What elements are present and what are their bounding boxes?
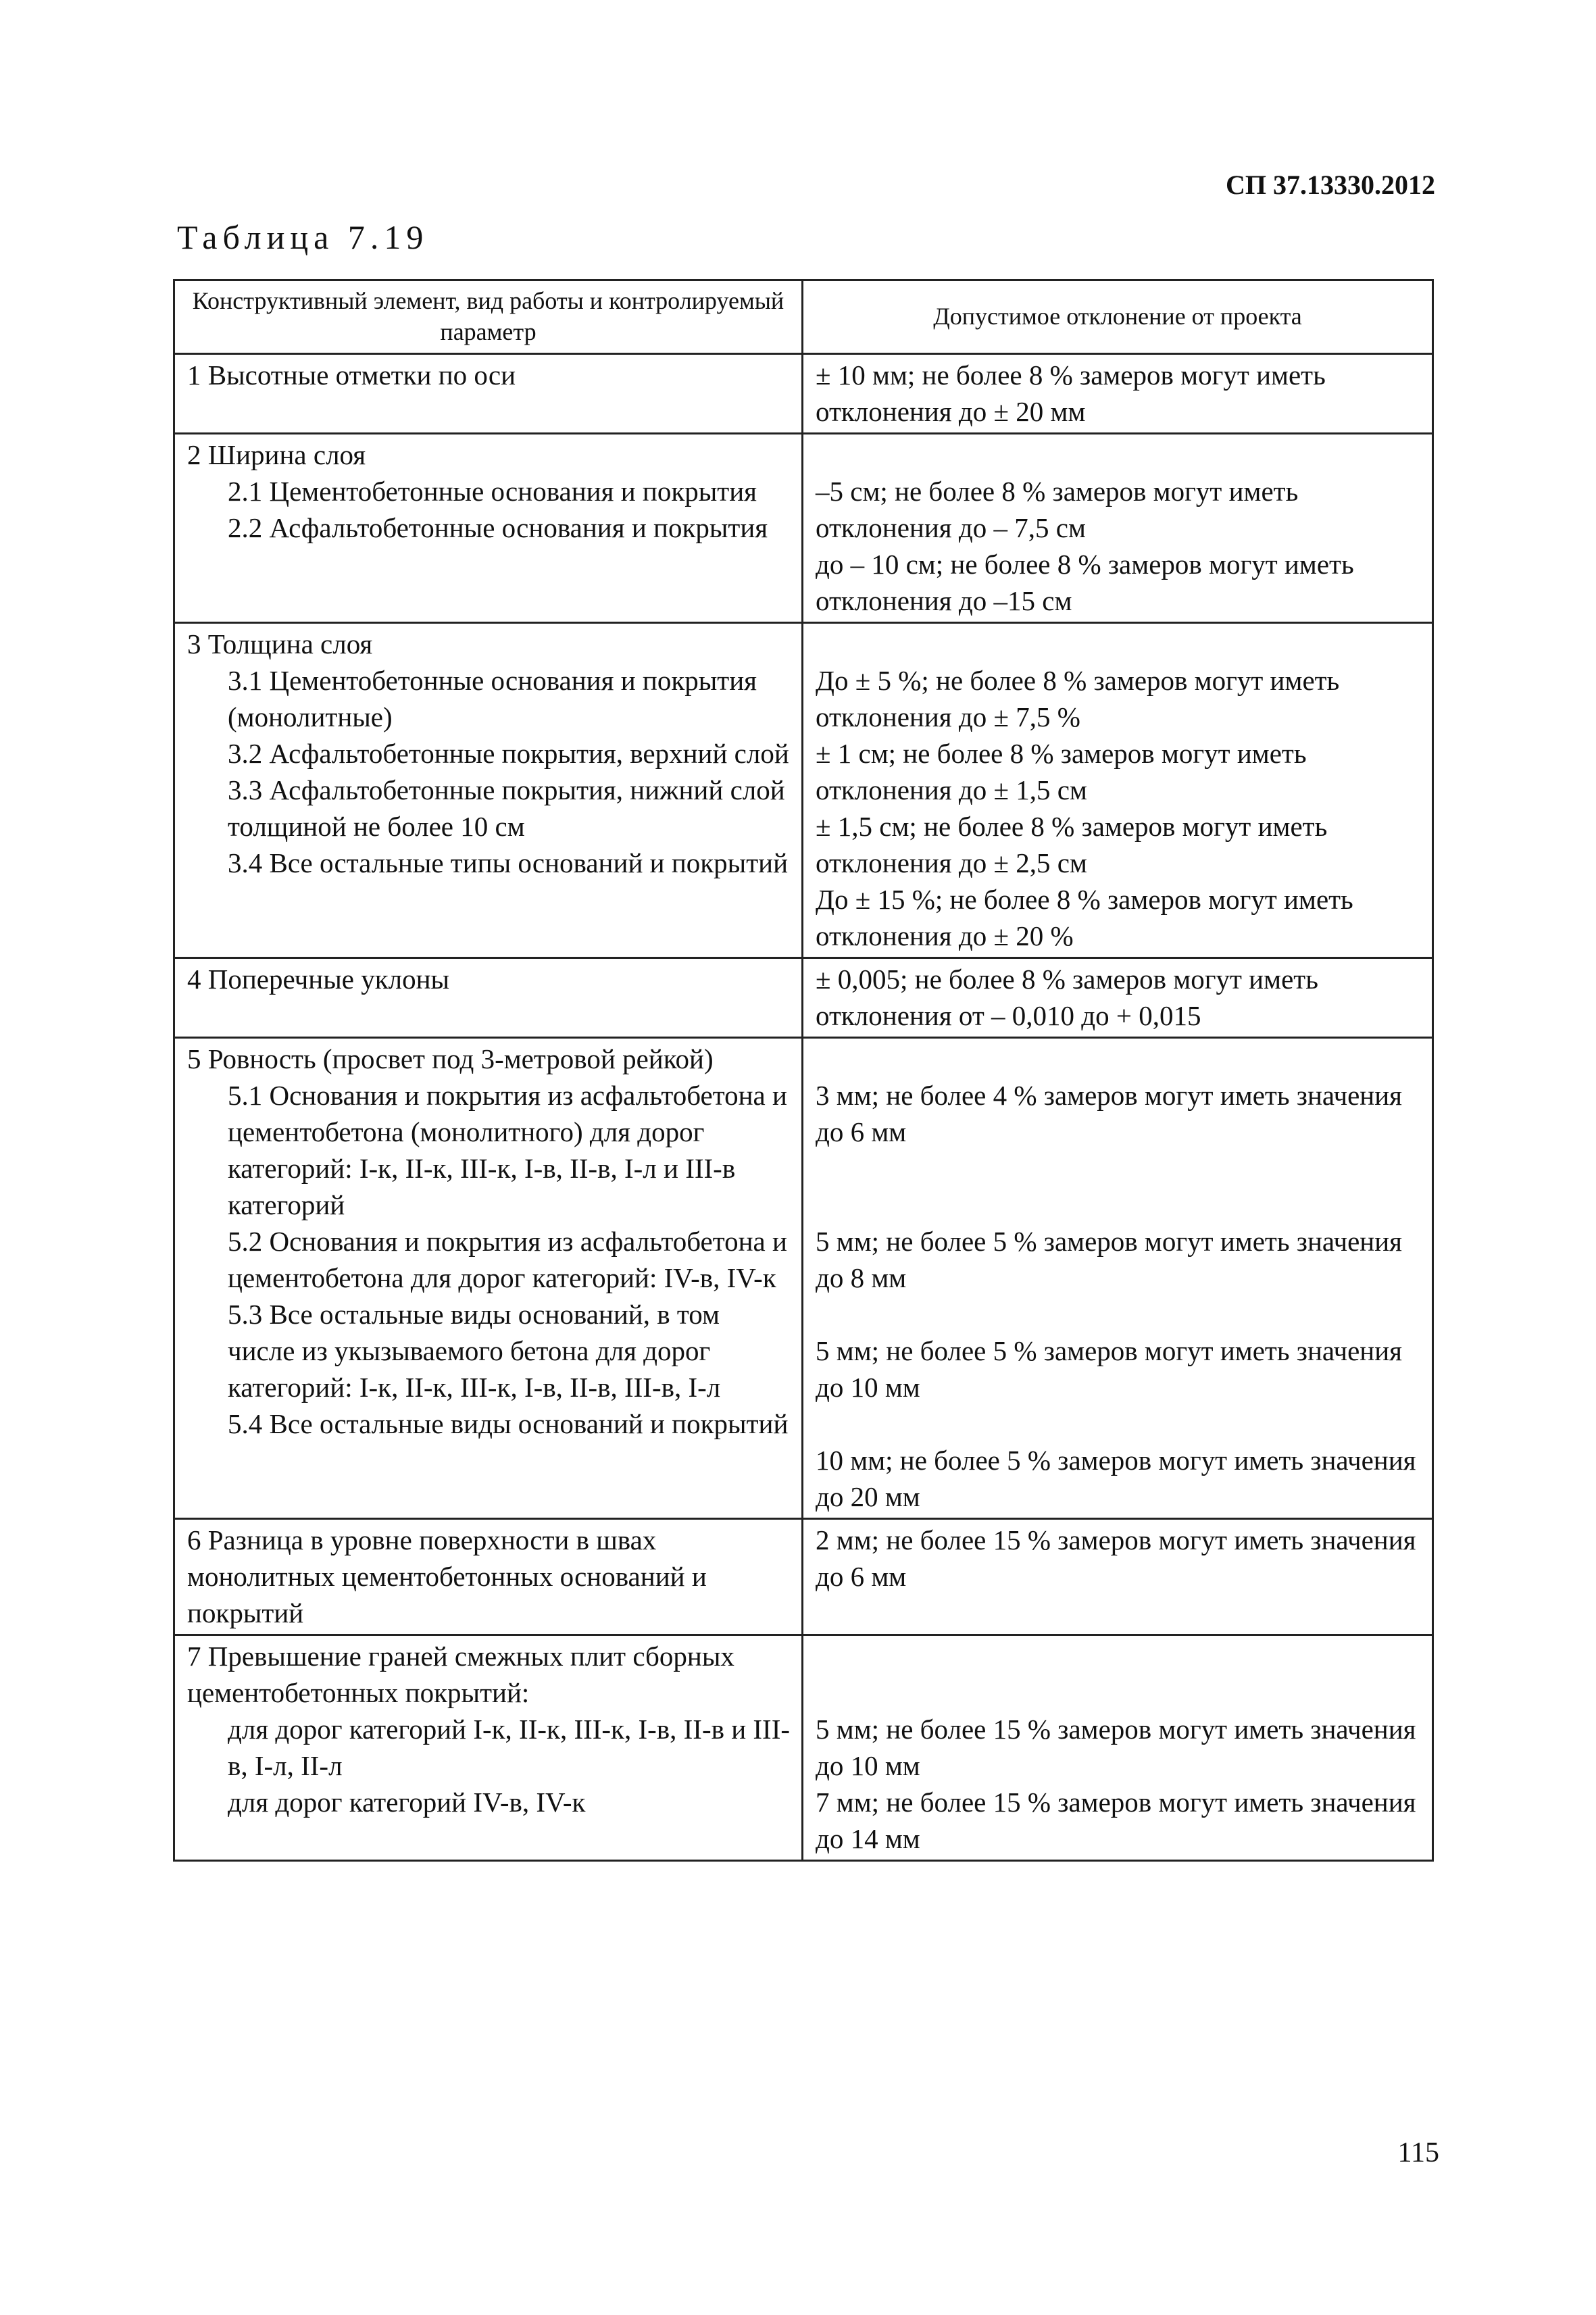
- row-subitem: 5.2 Основания и покрытия из асфальтобетона и цементобетона для дорог категорий: IV-в, IV-к: [228, 1226, 787, 1293]
- tolerance-value: 3 мм; не более 4 % замеров могут иметь значения до 6 мм: [816, 1080, 1403, 1147]
- tolerance-value: 5 мм; не более 5 % замеров могут иметь значения до 8 мм: [816, 1226, 1403, 1293]
- tolerance-cell: [803, 1038, 1433, 1519]
- tolerance-value: ± 10 мм; не более 8 % замеров могут иметь отклонения до ± 20 мм: [816, 359, 1326, 427]
- table-header-row: [174, 280, 1433, 354]
- tolerance-cell: [803, 1635, 1433, 1861]
- parameter-cell: [174, 623, 803, 958]
- tolerance-value: 5 мм; не более 15 % замеров могут иметь значения до 10 мм: [816, 1714, 1416, 1781]
- table-row: [174, 354, 1433, 434]
- tolerance-value: –5 см; не более 8 % замеров могут иметь отклонения до – 7,5 см: [816, 476, 1299, 543]
- table-row: [174, 958, 1433, 1038]
- tolerance-value: 2 мм; не более 15 % замеров могут иметь значения до 6 мм: [816, 1524, 1416, 1592]
- row-title: 1 Высотные отметки по оси: [187, 359, 516, 391]
- parameter-cell: [174, 1519, 803, 1635]
- table-row: [174, 434, 1433, 623]
- row-title: 6 Разница в уровне поверхности в швах монолитных цементобетонных оснований и покрытий: [187, 1524, 707, 1628]
- row-title: 7 Превышение граней смежных плит сборных цементобетонных покрытий:: [187, 1641, 734, 1708]
- row-title: 4 Поперечные уклоны: [187, 964, 450, 995]
- row-subitem: 2.2 Асфальтобетонные основания и покрытия: [228, 512, 768, 543]
- col1-header: Конструктивный элемент, вид работы и контролируемый параметр: [174, 280, 803, 354]
- row-subitem: 3.4 Все остальные типы оснований и покрытий: [228, 847, 789, 878]
- parameter-cell: [174, 958, 803, 1038]
- tolerance-cell: [803, 1519, 1433, 1635]
- tolerance-cell: [803, 623, 1433, 958]
- table-row: [174, 623, 1433, 958]
- page-number: 115: [1397, 2137, 1439, 2168]
- row-subitem: 5.3 Все остальные виды оснований, в том числе из укызываемого бетона для дорог категорий: I-к, II-к, III-к, I-в, II-в, III-в, I-л: [228, 1299, 721, 1403]
- parameter-cell: [174, 1635, 803, 1861]
- tolerance-value: До ± 5 %; не более 8 % замеров могут иметь отклонения до ± 7,5 %: [816, 665, 1340, 732]
- row-title: 3 Толщина слоя: [187, 628, 373, 659]
- document-code: СП 37.13330.2012: [1226, 170, 1435, 200]
- tolerance-value: ± 1 см; не более 8 % замеров могут иметь отклонения до ± 1,5 см: [816, 738, 1307, 805]
- parameter-cell: [174, 1038, 803, 1519]
- table-row: [174, 1038, 1433, 1519]
- row-subitem: 5.1 Основания и покрытия из асфальтобетона и цементобетона (монолитного) для дорог категорий: I-к, II-к, III-к, I-в, II-в, I-л и III-в категорий: [228, 1080, 787, 1220]
- row-subitem: для дорог категорий IV-в, IV-к: [228, 1787, 586, 1818]
- row-subitem: 3.3 Асфальтобетонные покрытия, нижний слой толщиной не более 10 см: [228, 774, 785, 842]
- tolerance-value: до – 10 см; не более 8 % замеров могут иметь отклонения до –15 см: [816, 549, 1354, 616]
- row-subitem: 5.4 Все остальные виды оснований и покрытий: [228, 1408, 789, 1439]
- tolerance-table: [173, 279, 1434, 1862]
- row-title: 2 Ширина слоя: [187, 439, 366, 470]
- tolerance-value: 5 мм; не более 5 % замеров могут иметь значения до 10 мм: [816, 1335, 1403, 1403]
- table-row: [174, 1635, 1433, 1861]
- tolerance-cell: [803, 354, 1433, 434]
- row-subitem: 3.1 Цементобетонные основания и покрытия (монолитные): [228, 665, 757, 732]
- row-subitem: 3.2 Асфальтобетонные покрытия, верхний слой: [228, 738, 789, 769]
- row-subitem: для дорог категорий I-к, II-к, III-к, I-в, II-в и III-в, I-л, II-л: [228, 1714, 791, 1781]
- table-caption: Таблица 7.19: [177, 218, 429, 256]
- tolerance-value: До ± 15 %; не более 8 % замеров могут иметь отклонения до ± 20 %: [816, 884, 1353, 951]
- parameter-cell: [174, 354, 803, 434]
- tolerance-cell: [803, 958, 1433, 1038]
- tolerance-value: 10 мм; не более 5 % замеров могут иметь значения до 20 мм: [816, 1445, 1416, 1512]
- tolerance-cell: [803, 434, 1433, 623]
- row-title: 5 Ровность (просвет под 3-метровой рейкой): [187, 1043, 714, 1074]
- col2-header: Допустимое отклонение от проекта: [803, 280, 1433, 354]
- table-row: [174, 1519, 1433, 1635]
- tolerance-value: ± 1,5 см; не более 8 % замеров могут иметь отклонения до ± 2,5 см: [816, 811, 1328, 878]
- parameter-cell: [174, 434, 803, 623]
- tolerance-value: ± 0,005; не более 8 % замеров могут иметь отклонения от – 0,010 до + 0,015: [816, 964, 1318, 1031]
- row-subitem: 2.1 Цементобетонные основания и покрытия: [228, 476, 757, 507]
- tolerance-value: 7 мм; не более 15 % замеров могут иметь значения до 14 мм: [816, 1787, 1416, 1854]
